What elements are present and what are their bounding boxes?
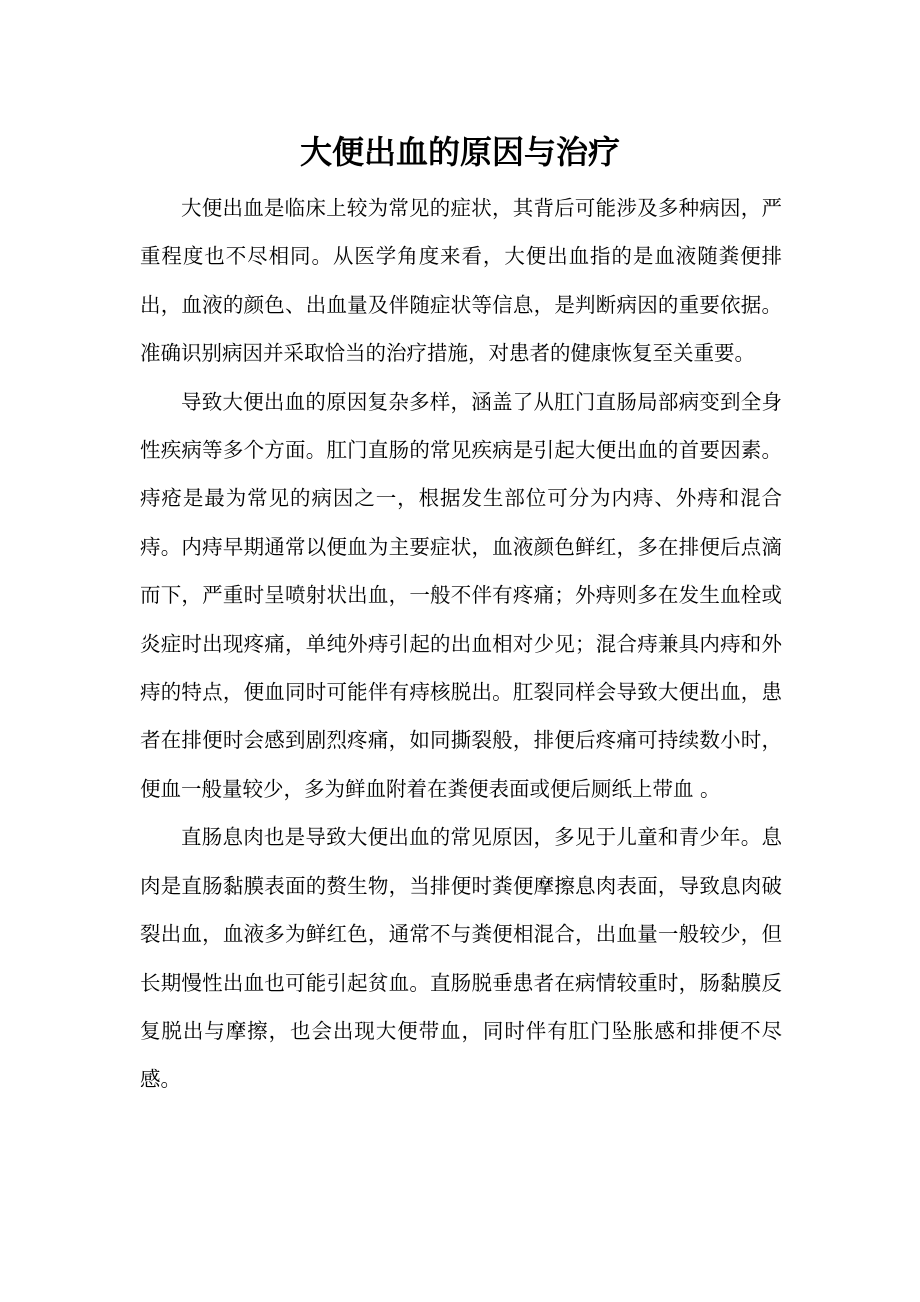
paragraph-2: 导致大便出血的原因复杂多样，涵盖了从肛门直肠局部病变到全身性疾病等多个方面。肛门直肠的常见疾病是引起大便出血的首要因素。痔疮是最为常见的病因之一，根据发生部位可分为内痔、外痔和混合痔。内痔早期通常以便血为主要症状，血液颜色鲜红，多在排便后点滴而下，严重时呈喷射状出血，一般不伴有疼痛；外痔则多在发生血栓或炎症时出现疼痛，单纯外痔引起的出血相对少见；混合痔兼具内痔和外痔的特点，便血同时可能伴有痔核脱出。肛裂同样会导致大便出血，患者在排便时会感到剧烈疼痛，如同撕裂般，排便后疼痛可持续数小时，便血一般量较少，多为鲜血附着在粪便表面或便后厕纸上带血 。 bbox=[140, 389, 782, 801]
paragraph-3: 直肠息肉也是导致大便出血的常见原因，多见于儿童和青少年。息肉是直肠黏膜表面的赘生物，当排便时粪便摩擦息肉表面，导致息肉破裂出血，血液多为鲜红色，通常不与粪便相混合，出血量一般较少，但长期慢性出血也可能引起贫血。直肠脱垂患者在病情较重时，肠黏膜反复脱出与摩擦，也会出现大便带血，同时伴有肛门坠胀感和排便不尽感。 bbox=[140, 825, 782, 1092]
paragraph-1: 大便出血是临床上较为常见的症状，其背后可能涉及多种病因，严重程度也不尽相同。从医学角度来看，大便出血指的是血液随粪便排出，血液的颜色、出血量及伴随症状等信息，是判断病因的重要依据。准确识别病因并采取恰当的治疗措施，对患者的健康恢复至关重要。 bbox=[140, 196, 782, 366]
page-title: 大便出血的原因与治疗 bbox=[299, 133, 620, 171]
article-body bbox=[140, 184, 782, 1104]
